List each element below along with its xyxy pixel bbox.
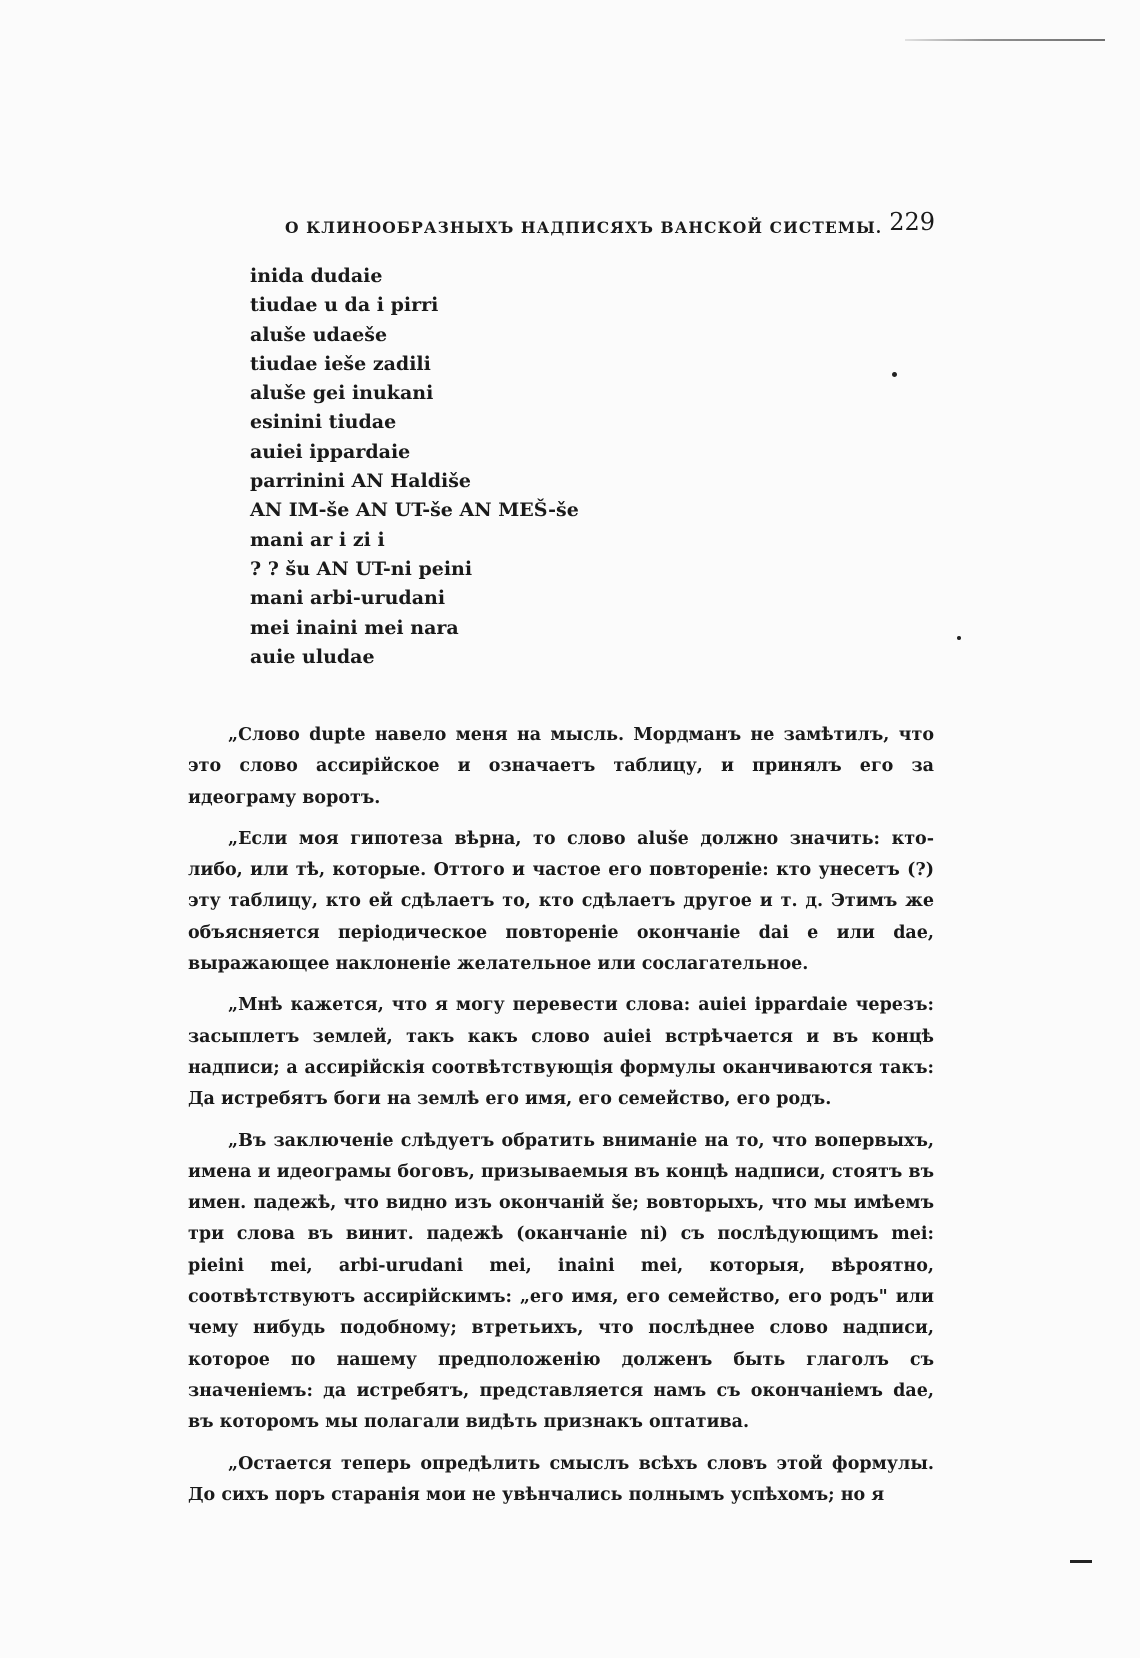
transcription-line: aluše udaeše: [250, 323, 388, 346]
transcription-line: esinini tiudae: [250, 411, 397, 434]
scan-edge-mark: [1070, 1560, 1092, 1563]
page-number: 229: [889, 208, 935, 236]
transcription-line: parrinini AN Haldiše: [250, 470, 472, 493]
paragraph: „Въ заключеніе слѣдуетъ обратить вниманіе на то, что вопервыхъ, имена и идеограмы боговъ, призываемыя въ концѣ надписи, стоятъ въ имен. падежѣ, что видно изъ окончаній še; вовторыхъ, что мы имѣемъ три слова въ винит. падежѣ (оканчаніе ni) съ послѣдующимъ mei: pieini mei, arbi-urudani mei, inaini mei, которыя, вѣроятно, соотвѣтствуютъ ассирійскимъ: „его имя, его семейство, его родъ" или чему нибудь подобному; втретьихъ, что послѣднее слово надписи, которое по нашему предположенію долженъ быть глаголъ съ значеніемъ: да истребятъ, представляется намъ съ окончаніемъ dae, въ которомъ мы полагали видѣть признакъ оптатива.: [188, 1130, 934, 1433]
transcription-line: AN IM-še AN UT-še AN MEŠ-še: [250, 499, 579, 522]
paragraph: „Мнѣ кажется, что я могу перевести слова: auiei ippardaie черезъ: засыплетъ землей, такъ какъ слово auiei встрѣчается и въ концѣ надписи; а ассирійскія соотвѣтствующія формулы оканчиваются такъ: Да истребятъ боги на землѣ его имя, его семейство, его родъ.: [188, 995, 934, 1110]
paragraph: „Остается теперь опредѣлить смыслъ всѣхъ словъ этой формулы. До сихъ поръ старанія мои не увѣнчались полнымъ успѣхомъ; но я: [188, 1453, 934, 1505]
scan-edge-rule: [905, 39, 1105, 41]
running-title: О КЛИНООБРАЗНЫХЪ НАДПИСЯХЪ ВАНСКОЙ СИСТЕМЫ.: [285, 218, 883, 237]
paragraph: „Если моя гипотеза вѣрна, то слово aluše должно значить: кто-либо, или тѣ, которые. Оттого и частое его повтореніе: кто унесетъ (?) эту таблицу, кто ей сдѣлаетъ то, кто сдѣлаетъ другое и т. д. Этимъ же объясняется періодическое повтореніе окончаніе dai e или dae, выражающее наклоненіе желательное или сослагательное.: [188, 828, 934, 975]
transcription-line: tiudae u da i pirri: [250, 294, 439, 317]
transcription-line: mani arbi-urudani: [250, 587, 446, 610]
transcription-line: auiei ippardaie: [250, 440, 411, 463]
cuneiform-transcription: [250, 262, 579, 672]
scan-speck: [892, 372, 897, 377]
transcription-line: auie uludae: [250, 645, 375, 668]
transcription-line: mani ar i zi i: [250, 528, 385, 551]
transcription-line: ? ? šu AN UT-ni peini: [250, 557, 473, 580]
scan-speck: [957, 636, 961, 640]
body-text: [188, 720, 934, 1511]
running-head: [285, 208, 935, 242]
transcription-line: inida dudaie: [250, 265, 383, 287]
transcription-line: aluše gei inukani: [250, 382, 434, 405]
paragraph: „Слово dupte навело меня на мысль. Мордманъ не замѣтилъ, что это слово ассирійское и означаетъ таблицу, и принялъ его за идеограму воротъ.: [188, 725, 934, 808]
transcription-line: tiudae ieše zadili: [250, 352, 431, 375]
transcription-line: mei inaini mei nara: [250, 616, 459, 639]
